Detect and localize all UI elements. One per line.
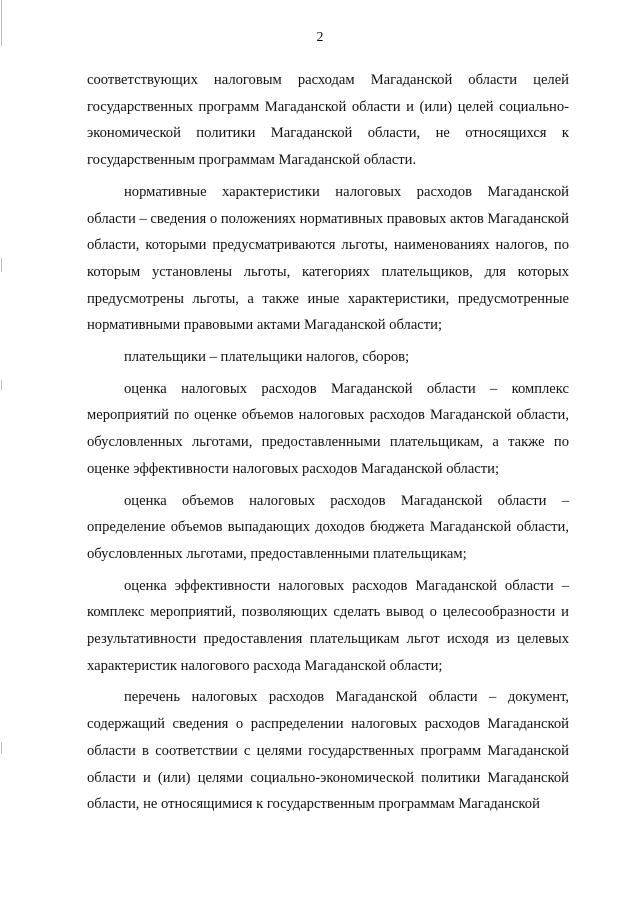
scan-edge-mark (1, 742, 2, 754)
document-body (87, 67, 569, 823)
paragraph-normative-characteristics: нормативные характеристики налоговых расходов Магаданской области – сведения о положениях нормативных правовых актов Магаданской области, которыми предусматриваются льготы, наименованиях налогов, по которым установлены льготы, категориях плательщиков, для которых предусмотрены льготы, а также иные характеристики, предусмотренные нормативными правовыми актами Магаданской области; (87, 183, 569, 334)
scan-edge-mark (1, 258, 2, 272)
paragraph-payers: плательщики – плательщики налогов, сборов; (124, 349, 410, 366)
paragraph-volume-evaluation: оценка объемов налоговых расходов Магаданской области – определение объемов выпадающих доходов бюджета Магаданской области, обусловленных льготами, предоставленными плательщикам; (87, 492, 569, 562)
paragraph-efficiency-evaluation: оценка эффективности налоговых расходов Магаданской области – комплекс мероприятий, позволяющих сделать вывод о целесообразности и результативности предоставления плательщикам льгот исходя из целевых характеристик налогового расхода Магаданской области; (87, 577, 569, 674)
paragraph-goals-continuation: соответствующих налоговым расходам Магаданской области целей государственных программ Магаданской области и (или) целей социально-экономической политики Магаданской области, не относящихся к государственным программам Магаданской области. (87, 72, 569, 169)
paragraph-tax-expense-evaluation: оценка налоговых расходов Магаданской области – комплекс мероприятий по оценке объемов налоговых расходов Магаданской области, обусловленных льготами, предоставленными плательщикам, а также по оценке эффективности налоговых расходов Магаданской области; (87, 380, 569, 477)
page-number: 2 (316, 30, 324, 45)
paragraph-tax-expense-list: перечень налоговых расходов Магаданской области – документ, содержащий сведения о распределении налоговых расходов Магаданской области в соответствии с целями государственных программ Магаданской области и (или) целями социально-экономической политики Магаданской области, не относящимися к государственным программам Магаданской (87, 689, 569, 813)
scan-edge-mark (1, 380, 2, 390)
